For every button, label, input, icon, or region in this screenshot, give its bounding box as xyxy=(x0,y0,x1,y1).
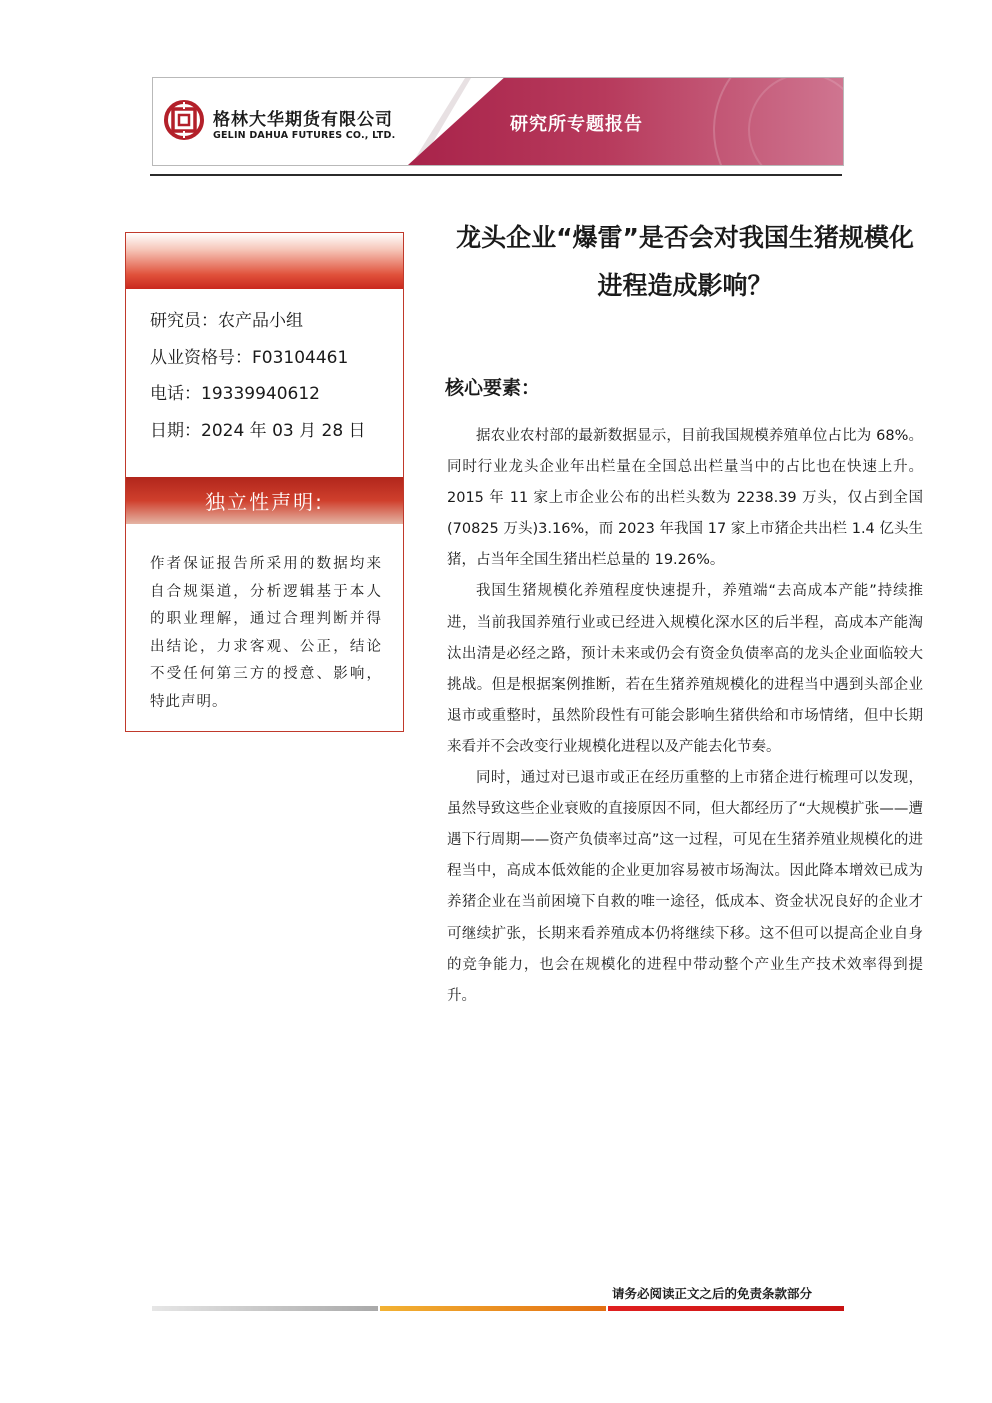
globe-watermark-inner xyxy=(748,77,844,166)
report-header-banner xyxy=(152,77,844,166)
phone-line: 电话：19339940612 xyxy=(150,384,320,404)
paragraph: 我国生猪规模化养殖程度快速提升，养殖端“去高成本产能”持续推进，当前我国养殖行业或已经进入规模化深水区的后半程，高成本产能淘汰出清是必经之路，预计未来或仍会有资金负债率高的龙头企业面临较大挑战。但是根据案例推断，若在生猪养殖规模化的进程当中遇到头部企业退市或重整时，虽然阶段性有可能会影响生猪供给和市场情绪，但中长期来看并不会改变行业规模化进程以及产能去化节奏。 xyxy=(447,583,923,755)
footer-bar-gray xyxy=(152,1306,378,1311)
researcher-line: 研究员：农产品小组 xyxy=(150,311,303,331)
analyst-info-panel xyxy=(125,232,404,732)
footer-bar-red xyxy=(608,1306,844,1311)
analyst-info xyxy=(150,303,366,449)
date-line: 日期：2024 年 03 月 28 日 xyxy=(150,420,366,441)
section-heading: 核心要素： xyxy=(445,377,541,399)
paragraph: 同时，通过对已退市或正在经历重整的上市猪企进行梳理可以发现，虽然导致这些企业衰败的直接原因不同，但大都经历了“大规模扩张——遭遇下行周期——资产负债率过高”这一过程，可见在生猪养殖业规模化的进程当中，高成本低效能的企业更加容易被市场淘汰。因此降本增效已成为养猪企业在当前困境下自救的唯一途径，低成本、资金状况良好的企业才可继续扩张，长期来看养殖成本仍将继续下移。这不但可以提高企业自身的竞争能力，也会在规模化的进程中带动整个产业生产技术效率得到提升。 xyxy=(447,770,923,1004)
report-type-label: 研究所专题报告 xyxy=(510,114,643,135)
license-line: 从业资格号：F03104461 xyxy=(150,347,349,368)
header-divider xyxy=(150,174,842,176)
company-name-en: GELIN DAHUA FUTURES CO., LTD. xyxy=(213,130,396,141)
paragraph: 据农业农村部的最新数据显示，目前我国规模养殖单位占比为 68%。同时行业龙头企业年出栏量在全国总出栏量当中的占比也在快速上升。2015 年 11 家上市企业公布的出栏头数为 2238.39 万头，仅占到全国(70825 万头)3.16%，而 2023 年我国 17 家上市猪企共出栏 1.4 亿头生猪，占当年全国生猪出栏总量的 19.26%。 xyxy=(447,428,923,569)
report-title: 龙头企业“爆雷”是否会对我国生猪规模化进程造成影响？ xyxy=(456,223,914,300)
panel-top-band xyxy=(126,233,403,289)
declaration-text: 作者保证报告所采用的数据均来自合规渠道，分析逻辑基于本人的职业理解，通过合理判断并得出结论，力求客观、公正，结论不受任何第三方的授意、影响，特此声明。 xyxy=(150,556,382,710)
report-body xyxy=(447,421,923,1012)
company-name-cn: 格林大华期货有限公司 xyxy=(213,110,393,130)
footer-bar-orange xyxy=(380,1306,606,1311)
disclaimer-note: 请务必阅读正文之后的免责条款部分 xyxy=(612,1286,813,1301)
declaration-title: 独立性声明: xyxy=(205,490,324,514)
company-logo-icon xyxy=(164,100,204,140)
